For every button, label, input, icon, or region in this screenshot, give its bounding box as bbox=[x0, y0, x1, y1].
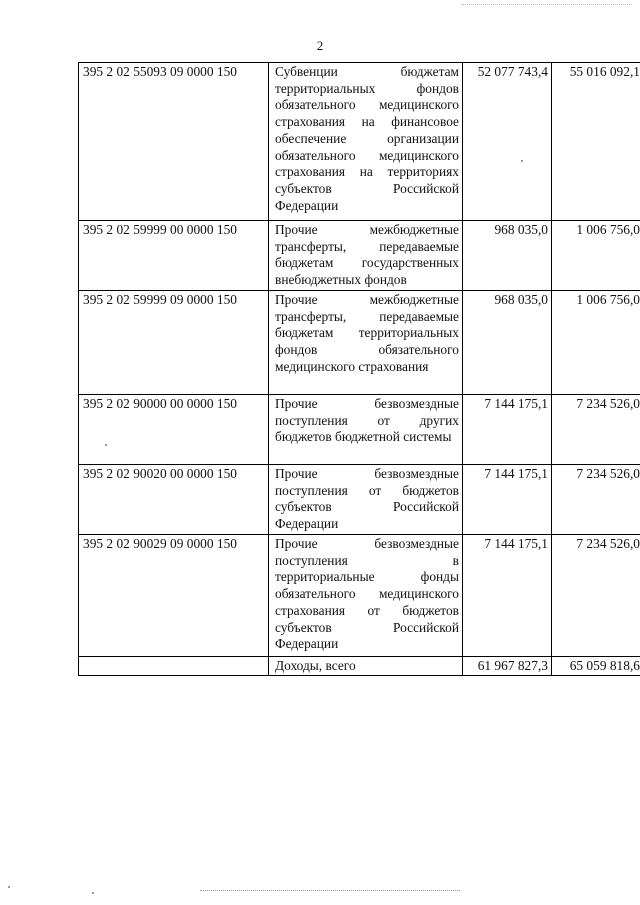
total-row bbox=[79, 657, 640, 676]
row-value-1: 968 035,0 bbox=[463, 221, 552, 291]
row-name bbox=[269, 395, 463, 465]
row-value-2: 55 016 092,1 bbox=[552, 63, 640, 221]
row-code: 395 2 02 90029 09 0000 150 bbox=[79, 535, 269, 657]
row-name-text: Субвенции бюджетам территориальных фондов обязательного медицинского страхования на финансовое обеспечение организации обязательного медицинского страхования на территориях субъектов Российской Федерации bbox=[275, 64, 459, 213]
scan-artifact-bottom bbox=[200, 890, 460, 895]
total-label: Доходы, всего bbox=[269, 657, 463, 676]
table-row bbox=[79, 465, 640, 535]
revenue-table bbox=[78, 62, 640, 676]
table-row bbox=[79, 63, 640, 221]
row-name-text: Прочие безвозмездные поступления от других бюджетов бюджетной системы bbox=[275, 396, 459, 445]
scan-speck bbox=[105, 444, 107, 446]
page-number: 2 bbox=[316, 38, 324, 53]
scan-speck bbox=[8, 886, 10, 888]
row-value-2: 7 234 526,0 bbox=[552, 535, 640, 657]
row-value-1: 52 077 743,4 bbox=[463, 63, 552, 221]
row-value-2: 7 234 526,0 bbox=[552, 395, 640, 465]
row-code: 395 2 02 55093 09 0000 150 bbox=[79, 63, 269, 221]
table-row bbox=[79, 221, 640, 291]
row-value-2: 1 006 756,0 bbox=[552, 221, 640, 291]
row-code: 395 2 02 90020 00 0000 150 bbox=[79, 465, 269, 535]
row-name-text: Прочие безвозмездные поступления в территориальные фонды обязательного медицинского страхования от бюджетов субъектов Российской Федерации bbox=[275, 536, 459, 652]
scan-artifact-top bbox=[462, 4, 632, 7]
row-value-2: 7 234 526,0 bbox=[552, 465, 640, 535]
row-value-1: 7 144 175,1 bbox=[463, 465, 552, 535]
row-value-1: 968 035,0 bbox=[463, 291, 552, 395]
table-row bbox=[79, 395, 640, 465]
row-name bbox=[269, 535, 463, 657]
row-name bbox=[269, 63, 463, 221]
row-code: 395 2 02 59999 09 0000 150 bbox=[79, 291, 269, 395]
row-value-1: 7 144 175,1 bbox=[463, 535, 552, 657]
row-code: 395 2 02 59999 00 0000 150 bbox=[79, 221, 269, 291]
row-code: 395 2 02 90000 00 0000 150 bbox=[79, 395, 269, 465]
row-name bbox=[269, 291, 463, 395]
total-code bbox=[79, 657, 269, 676]
total-value-2: 65 059 818,6 bbox=[552, 657, 640, 676]
table-row bbox=[79, 535, 640, 657]
table-row bbox=[79, 291, 640, 395]
row-value-2: 1 006 756,0 bbox=[552, 291, 640, 395]
scan-speck bbox=[92, 892, 94, 894]
row-name-text: Прочие межбюджетные трансферты, передаваемые бюджетам территориальных фондов обязательного медицинского страхования bbox=[275, 292, 459, 374]
row-name bbox=[269, 221, 463, 291]
row-name-text: Прочие межбюджетные трансферты, передаваемые бюджетам государственных внебюджетных фондов bbox=[275, 222, 459, 288]
total-value-1: 61 967 827,3 bbox=[463, 657, 552, 676]
row-value-1: 7 144 175,1 bbox=[463, 395, 552, 465]
row-name-text: Прочие безвозмездные поступления от бюджетов субъектов Российской Федерации bbox=[275, 466, 459, 532]
scan-speck bbox=[521, 160, 523, 162]
row-name bbox=[269, 465, 463, 535]
